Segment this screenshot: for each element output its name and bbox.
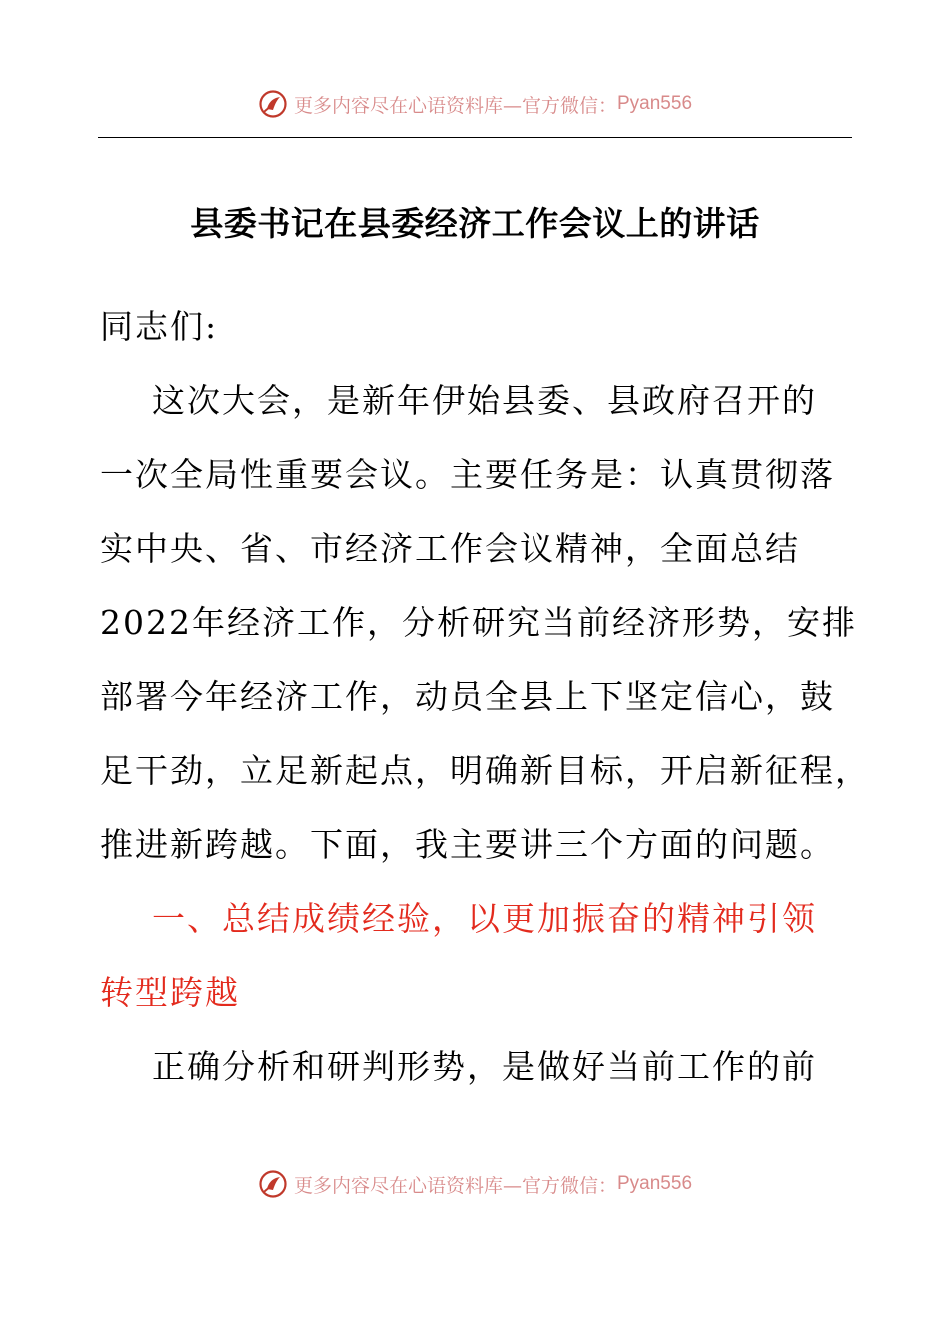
- footer-watermark: [0, 1164, 950, 1204]
- brand-logo-icon: [258, 89, 288, 119]
- section-heading-line: 一、总结成绩经验，以更加振奋的精神引领: [152, 899, 817, 938]
- paragraph-line: 正确分析和研判形势，是做好当前工作的前: [152, 1047, 817, 1086]
- watermark-wechat-id: Pyan556: [617, 93, 693, 114]
- watermark-text: 更多内容尽在心语资料库—官方微信：: [293, 94, 617, 117]
- paragraph-line: 实中央、省、市经济工作会议精神，全面总结: [100, 529, 800, 568]
- paragraph-line: 足干劲，立足新起点，明确新目标，开启新征程，: [100, 751, 870, 790]
- header-divider: [98, 137, 852, 138]
- paragraph-line: 一次全局性重要会议。主要任务是：认真贯彻落: [100, 455, 835, 494]
- document-title: 县委书记在县委经济工作会议上的讲话: [190, 204, 760, 243]
- document-body: [100, 290, 870, 1104]
- paragraph-line: 这次大会，是新年伊始县委、县政府召开的: [152, 381, 817, 420]
- paragraph-line: 2022年经济工作，分析研究当前经济形势，安排: [100, 603, 857, 642]
- brand-logo-icon: [258, 1169, 288, 1199]
- section-heading-line: 转型跨越: [100, 973, 240, 1012]
- header-watermark: [0, 84, 950, 124]
- paragraph-line: 推进新跨越。下面，我主要讲三个方面的问题。: [100, 825, 835, 864]
- salutation: 同志们:: [100, 307, 219, 346]
- watermark-wechat-id: Pyan556: [617, 1173, 693, 1194]
- paragraph-line: 部署今年经济工作，动员全县上下坚定信心，鼓: [100, 677, 835, 716]
- watermark-text: 更多内容尽在心语资料库—官方微信：: [293, 1174, 617, 1197]
